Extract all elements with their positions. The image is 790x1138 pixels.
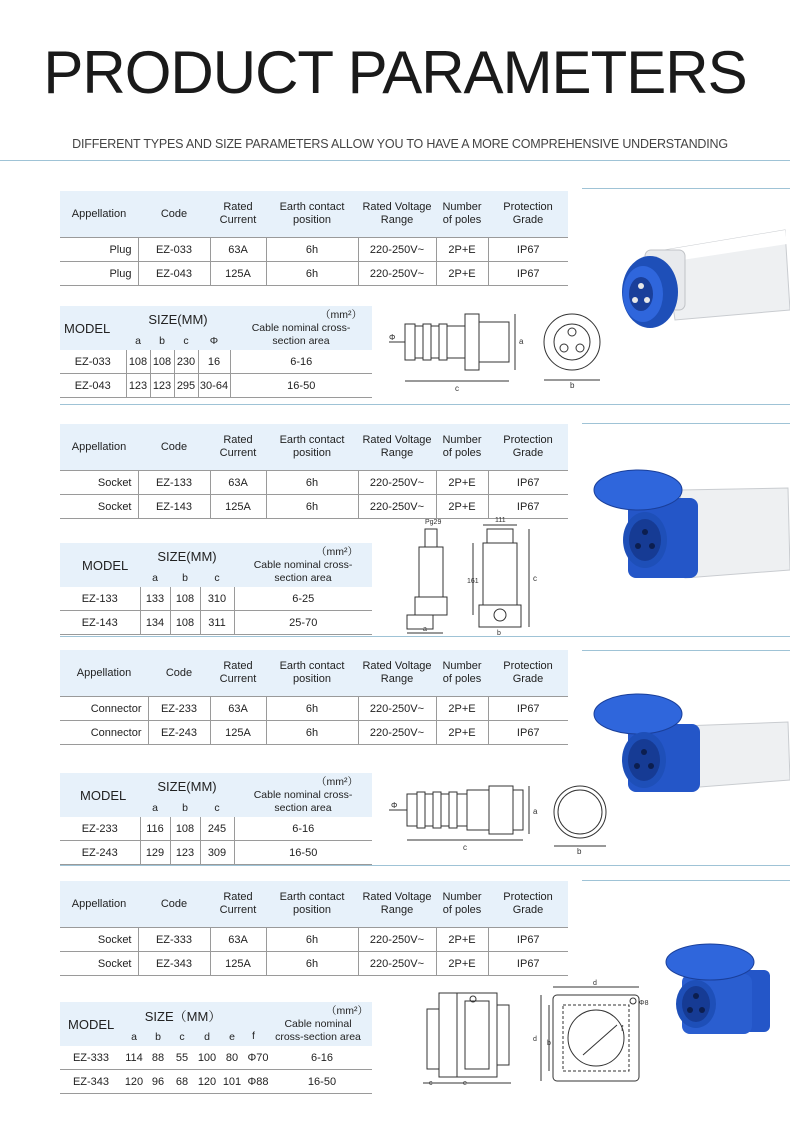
cell-earth: 6h bbox=[266, 495, 358, 519]
header-model: MODEL bbox=[64, 320, 111, 336]
table-row bbox=[60, 721, 568, 745]
cell-appellation: Socket bbox=[60, 928, 138, 952]
header-line: Rated Voltage bbox=[362, 201, 432, 213]
dim-label: c bbox=[429, 1080, 433, 1087]
cell-current: 63A bbox=[210, 697, 266, 721]
header-dim-e: e bbox=[229, 1031, 235, 1043]
cell-protection: IP67 bbox=[488, 238, 568, 262]
spec-header-row bbox=[60, 424, 568, 471]
header-dim-d: d bbox=[204, 1031, 210, 1043]
header-dim-a: a bbox=[135, 335, 141, 347]
cell-code: EZ-343 bbox=[138, 952, 210, 976]
dim-label: 111 bbox=[495, 517, 506, 524]
header-rated-voltage bbox=[358, 650, 436, 697]
header-line: Current bbox=[219, 673, 257, 685]
cell-earth: 6h bbox=[266, 952, 358, 976]
header-rated-voltage bbox=[358, 424, 436, 471]
header-line: Cable nominal cross- bbox=[253, 558, 353, 571]
cell-poles: 2P+E bbox=[436, 721, 488, 745]
header-code: Code bbox=[160, 897, 188, 910]
cell-model: EZ-333 bbox=[60, 1046, 122, 1070]
size-table-plug bbox=[60, 306, 372, 398]
header-size: SIZE(MM) bbox=[157, 548, 217, 564]
cell-appellation: Plug bbox=[60, 238, 138, 262]
header-line: of poles bbox=[442, 447, 482, 459]
dim-label: c bbox=[455, 384, 459, 393]
cell-b: 108 bbox=[150, 350, 174, 374]
header-unit: （mm²） bbox=[326, 1004, 368, 1017]
dim-label: 161 bbox=[467, 578, 479, 585]
cell-cable: 25-70 bbox=[234, 611, 372, 635]
cell-c: 295 bbox=[174, 374, 198, 398]
cell-a: 133 bbox=[140, 587, 170, 611]
header-dim-c: c bbox=[214, 802, 220, 814]
header-poles bbox=[436, 881, 488, 928]
cell-e: 101 bbox=[220, 1070, 244, 1094]
cell-earth: 6h bbox=[266, 928, 358, 952]
cell-a: 108 bbox=[126, 350, 150, 374]
header-line: Grade bbox=[512, 447, 544, 459]
dim-label: c bbox=[463, 843, 467, 852]
section-divider bbox=[582, 650, 790, 651]
header-earth-contact bbox=[266, 650, 358, 697]
header-cable bbox=[234, 543, 372, 587]
cell-b: 96 bbox=[146, 1070, 170, 1094]
header-dim-f: f bbox=[252, 1030, 255, 1042]
cell-model: EZ-033 bbox=[60, 350, 126, 374]
header-dim-b: b bbox=[159, 335, 165, 347]
cell-cable: 6-16 bbox=[272, 1046, 372, 1070]
cell-code: EZ-033 bbox=[138, 238, 210, 262]
header-appellation: Appellation bbox=[71, 440, 127, 453]
cell-b: 123 bbox=[170, 841, 200, 865]
cell-voltage: 220-250V~ bbox=[358, 697, 436, 721]
header-protection bbox=[488, 650, 568, 697]
header-cable bbox=[244, 1002, 372, 1046]
cell-protection: IP67 bbox=[488, 697, 568, 721]
header-rated-current bbox=[210, 881, 266, 928]
connector-photo bbox=[592, 688, 790, 798]
cell-phi: 30-64 bbox=[198, 374, 230, 398]
cell-appellation: Socket bbox=[60, 471, 138, 495]
header-dim-b: b bbox=[155, 1031, 161, 1043]
cell-cable: 6-16 bbox=[234, 817, 372, 841]
cell-b: 108 bbox=[170, 611, 200, 635]
size-table-socket bbox=[60, 543, 372, 635]
header-line: Number bbox=[442, 434, 482, 446]
cell-c: 310 bbox=[200, 587, 234, 611]
header-line: position bbox=[293, 904, 331, 916]
dim-label: c bbox=[533, 574, 537, 583]
spec-header-row bbox=[60, 881, 568, 928]
header-line: Number bbox=[442, 891, 482, 903]
dim-label: f bbox=[621, 1024, 624, 1033]
header-line: position bbox=[293, 214, 331, 226]
cell-protection: IP67 bbox=[488, 928, 568, 952]
cell-model: EZ-133 bbox=[60, 587, 140, 611]
cell-current: 125A bbox=[210, 262, 266, 286]
header-appellation: Appellation bbox=[71, 897, 127, 910]
table-row bbox=[60, 238, 568, 262]
dim-label: Φ bbox=[391, 801, 398, 810]
cell-a: 120 bbox=[122, 1070, 146, 1094]
header-line: section area bbox=[274, 571, 332, 584]
cell-appellation: Connector bbox=[60, 721, 148, 745]
cell-c: 230 bbox=[174, 350, 198, 374]
header-line: Current bbox=[219, 214, 257, 226]
title-divider bbox=[0, 160, 790, 161]
header-earth-contact bbox=[266, 424, 358, 471]
table-row bbox=[60, 1070, 372, 1094]
table-row bbox=[60, 471, 568, 495]
header-line: Rated bbox=[223, 434, 253, 446]
section-divider bbox=[60, 404, 790, 405]
header-model: MODEL bbox=[68, 1016, 115, 1032]
header-line: Protection bbox=[503, 201, 553, 213]
page-title: PRODUCT PARAMETERS bbox=[43, 39, 747, 106]
header-line: Grade bbox=[512, 904, 544, 916]
header-line: Cable nominal cross- bbox=[251, 321, 351, 334]
size-table-connector bbox=[60, 773, 372, 865]
dim-label: Φ bbox=[389, 333, 396, 342]
header-appellation: Appellation bbox=[71, 207, 127, 220]
cell-model: EZ-343 bbox=[60, 1070, 122, 1094]
cell-f: Φ70 bbox=[244, 1046, 272, 1070]
header-dim-a: a bbox=[152, 572, 158, 584]
connector-drawing bbox=[385, 772, 615, 857]
table-row bbox=[60, 262, 568, 286]
header-rated-voltage bbox=[358, 881, 436, 928]
cell-poles: 2P+E bbox=[436, 952, 488, 976]
spec-header-row bbox=[60, 650, 568, 697]
header-line: Protection bbox=[503, 434, 553, 446]
plug-photo bbox=[605, 210, 790, 350]
header-model: MODEL bbox=[80, 787, 127, 803]
cell-current: 125A bbox=[210, 495, 266, 519]
cell-a: 129 bbox=[140, 841, 170, 865]
cell-earth: 6h bbox=[266, 471, 358, 495]
cell-earth: 6h bbox=[266, 238, 358, 262]
header-line: Rated bbox=[223, 660, 253, 672]
table-row bbox=[60, 697, 568, 721]
cell-protection: IP67 bbox=[488, 952, 568, 976]
table-row bbox=[60, 952, 568, 976]
cell-code: EZ-043 bbox=[138, 262, 210, 286]
cell-earth: 6h bbox=[266, 721, 358, 745]
header-rated-current bbox=[210, 191, 266, 238]
cell-poles: 2P+E bbox=[436, 495, 488, 519]
table-row bbox=[60, 817, 372, 841]
dim-label: b bbox=[497, 630, 501, 637]
dim-label: a bbox=[423, 626, 427, 633]
cell-voltage: 220-250V~ bbox=[358, 495, 436, 519]
cell-cable: 6-25 bbox=[234, 587, 372, 611]
header-code: Code bbox=[165, 666, 193, 679]
cell-current: 63A bbox=[210, 928, 266, 952]
header-cable bbox=[234, 773, 372, 817]
header-earth-contact bbox=[266, 191, 358, 238]
section-divider bbox=[60, 865, 790, 866]
section-divider bbox=[582, 423, 790, 424]
cell-cable: 6-16 bbox=[230, 350, 372, 374]
cell-model: EZ-233 bbox=[60, 817, 140, 841]
spec-table-connector bbox=[60, 650, 568, 745]
cell-cable: 16-50 bbox=[272, 1070, 372, 1094]
header-model: MODEL bbox=[82, 557, 129, 573]
header-line: Range bbox=[380, 904, 414, 916]
header-size: SIZE(MM) bbox=[157, 778, 217, 794]
cell-c: 309 bbox=[200, 841, 234, 865]
table-row bbox=[60, 611, 372, 635]
cell-b: 108 bbox=[170, 817, 200, 841]
header-poles bbox=[436, 424, 488, 471]
cell-current: 125A bbox=[210, 952, 266, 976]
header-line: Range bbox=[380, 214, 414, 226]
cell-f: Φ88 bbox=[244, 1070, 272, 1094]
header-line: Number bbox=[442, 201, 482, 213]
table-row bbox=[60, 1046, 372, 1070]
header-code: Code bbox=[160, 440, 188, 453]
page-subtitle: DIFFERENT TYPES AND SIZE PARAMETERS ALLOW YOU TO HAVE A MORE COMPREHENSIVE UNDERSTANDING bbox=[72, 137, 728, 151]
header-dim-c: c bbox=[179, 1031, 185, 1043]
cell-e: 80 bbox=[220, 1046, 244, 1070]
cell-current: 125A bbox=[210, 721, 266, 745]
wall-socket-front-drawing bbox=[525, 975, 655, 1090]
socket-photo bbox=[590, 460, 790, 585]
header-appellation: Appellation bbox=[76, 666, 132, 679]
header-unit: （mm²） bbox=[316, 545, 358, 558]
header-dim-a: a bbox=[131, 1031, 137, 1043]
dim-label: a bbox=[533, 807, 538, 816]
cell-appellation: Socket bbox=[60, 495, 138, 519]
header-rated-current bbox=[210, 650, 266, 697]
cell-a: 123 bbox=[126, 374, 150, 398]
header-dim-phi: Φ bbox=[209, 335, 219, 347]
header-dim-a: a bbox=[152, 802, 158, 814]
cell-code: EZ-233 bbox=[148, 697, 210, 721]
section-divider bbox=[582, 880, 790, 881]
cell-voltage: 220-250V~ bbox=[358, 471, 436, 495]
header-line: Current bbox=[219, 904, 257, 916]
header-code: Code bbox=[160, 207, 188, 220]
section-divider bbox=[582, 188, 790, 189]
cell-model: EZ-243 bbox=[60, 841, 140, 865]
header-line: Rated Voltage bbox=[362, 434, 432, 446]
cell-voltage: 220-250V~ bbox=[358, 238, 436, 262]
table-row bbox=[60, 350, 372, 374]
header-poles bbox=[436, 650, 488, 697]
header-dim-c: c bbox=[183, 335, 189, 347]
header-rated-voltage bbox=[358, 191, 436, 238]
cell-d: 120 bbox=[194, 1070, 220, 1094]
cell-a: 116 bbox=[140, 817, 170, 841]
cell-appellation: Plug bbox=[60, 262, 138, 286]
cell-voltage: 220-250V~ bbox=[358, 721, 436, 745]
cell-earth: 6h bbox=[266, 697, 358, 721]
cell-current: 63A bbox=[210, 471, 266, 495]
cell-code: EZ-333 bbox=[138, 928, 210, 952]
dim-label: a bbox=[519, 337, 524, 346]
cell-model: EZ-043 bbox=[60, 374, 126, 398]
dim-label: b bbox=[577, 847, 582, 856]
header-dim-b: b bbox=[182, 572, 188, 584]
header-cable bbox=[230, 306, 372, 350]
header-line: Protection bbox=[503, 660, 553, 672]
header-line: Earth contact bbox=[279, 891, 345, 903]
table-row bbox=[60, 928, 568, 952]
dim-label: Φ8 bbox=[639, 1000, 649, 1007]
spec-table-plug bbox=[60, 191, 568, 286]
cell-protection: IP67 bbox=[488, 495, 568, 519]
header-dim-c: c bbox=[214, 572, 220, 584]
cell-appellation: Connector bbox=[60, 697, 148, 721]
cell-cable: 16-50 bbox=[234, 841, 372, 865]
header-earth-contact bbox=[266, 881, 358, 928]
spec-table-wall-socket bbox=[60, 881, 568, 976]
cell-cable: 16-50 bbox=[230, 374, 372, 398]
header-size: SIZE（MM） bbox=[144, 1008, 222, 1024]
plug-side-drawing bbox=[385, 306, 535, 398]
cell-b: 88 bbox=[146, 1046, 170, 1070]
header-line: Current bbox=[219, 447, 257, 459]
header-line: Earth contact bbox=[279, 660, 345, 672]
cell-c: 55 bbox=[170, 1046, 194, 1070]
dim-label: Pg29 bbox=[425, 519, 442, 526]
cell-protection: IP67 bbox=[488, 262, 568, 286]
size-table-wall-socket bbox=[60, 1002, 372, 1094]
header-line: of poles bbox=[442, 214, 482, 226]
cell-c: 68 bbox=[170, 1070, 194, 1094]
header-protection bbox=[488, 191, 568, 238]
header-line: Cable nominal bbox=[284, 1017, 352, 1030]
socket-drawing bbox=[395, 515, 555, 637]
header-line: Range bbox=[380, 673, 414, 685]
header-line: Grade bbox=[512, 214, 544, 226]
cell-current: 63A bbox=[210, 238, 266, 262]
header-line: cross-section area bbox=[275, 1030, 361, 1043]
cell-poles: 2P+E bbox=[436, 238, 488, 262]
header-line: Rated Voltage bbox=[362, 660, 432, 672]
wall-socket-side-drawing bbox=[415, 985, 525, 1090]
spec-header-row bbox=[60, 191, 568, 238]
wall-socket-photo bbox=[648, 940, 790, 1040]
cell-code: EZ-143 bbox=[138, 495, 210, 519]
header-unit: （mm²） bbox=[316, 775, 358, 788]
header-line: Rated Voltage bbox=[362, 891, 432, 903]
header-dim-b: b bbox=[182, 802, 188, 814]
header-line: section area bbox=[274, 801, 332, 814]
header-line: Earth contact bbox=[279, 201, 345, 213]
header-line: Grade bbox=[512, 673, 544, 685]
header-line: Cable nominal cross- bbox=[253, 788, 353, 801]
table-row bbox=[60, 374, 372, 398]
cell-earth: 6h bbox=[266, 262, 358, 286]
cell-poles: 2P+E bbox=[436, 697, 488, 721]
cell-appellation: Socket bbox=[60, 952, 138, 976]
cell-a: 134 bbox=[140, 611, 170, 635]
header-line: of poles bbox=[442, 904, 482, 916]
cell-poles: 2P+E bbox=[436, 471, 488, 495]
header-line: section area bbox=[272, 334, 330, 347]
dim-label: b bbox=[547, 1040, 551, 1047]
header-line: of poles bbox=[442, 673, 482, 685]
header-protection bbox=[488, 424, 568, 471]
cell-poles: 2P+E bbox=[436, 262, 488, 286]
cell-b: 123 bbox=[150, 374, 174, 398]
header-line: Rated bbox=[223, 891, 253, 903]
cell-voltage: 220-250V~ bbox=[358, 262, 436, 286]
dim-label: b bbox=[570, 381, 575, 390]
spec-table-socket bbox=[60, 424, 568, 519]
header-line: Protection bbox=[503, 891, 553, 903]
cell-code: EZ-133 bbox=[138, 471, 210, 495]
dim-label: d bbox=[533, 1036, 537, 1043]
plug-front-drawing bbox=[540, 310, 610, 390]
header-size: SIZE(MM) bbox=[148, 311, 208, 327]
header-unit: （mm²） bbox=[320, 308, 362, 321]
cell-voltage: 220-250V~ bbox=[358, 952, 436, 976]
header-line: Number bbox=[442, 660, 482, 672]
header-line: Rated bbox=[223, 201, 253, 213]
cell-c: 311 bbox=[200, 611, 234, 635]
header-poles bbox=[436, 191, 488, 238]
cell-code: EZ-243 bbox=[148, 721, 210, 745]
cell-phi: 16 bbox=[198, 350, 230, 374]
dim-label: d bbox=[593, 980, 597, 987]
header-rated-current bbox=[210, 424, 266, 471]
cell-protection: IP67 bbox=[488, 721, 568, 745]
header-line: position bbox=[293, 447, 331, 459]
header-line: Earth contact bbox=[279, 434, 345, 446]
table-row bbox=[60, 587, 372, 611]
cell-poles: 2P+E bbox=[436, 928, 488, 952]
cell-voltage: 220-250V~ bbox=[358, 928, 436, 952]
cell-protection: IP67 bbox=[488, 471, 568, 495]
cell-b: 108 bbox=[170, 587, 200, 611]
header-line: position bbox=[293, 673, 331, 685]
header-line: Range bbox=[380, 447, 414, 459]
table-row bbox=[60, 841, 372, 865]
cell-d: 100 bbox=[194, 1046, 220, 1070]
cell-model: EZ-143 bbox=[60, 611, 140, 635]
header-protection bbox=[488, 881, 568, 928]
dim-label: e bbox=[463, 1080, 467, 1087]
cell-c: 245 bbox=[200, 817, 234, 841]
cell-a: 114 bbox=[122, 1046, 146, 1070]
